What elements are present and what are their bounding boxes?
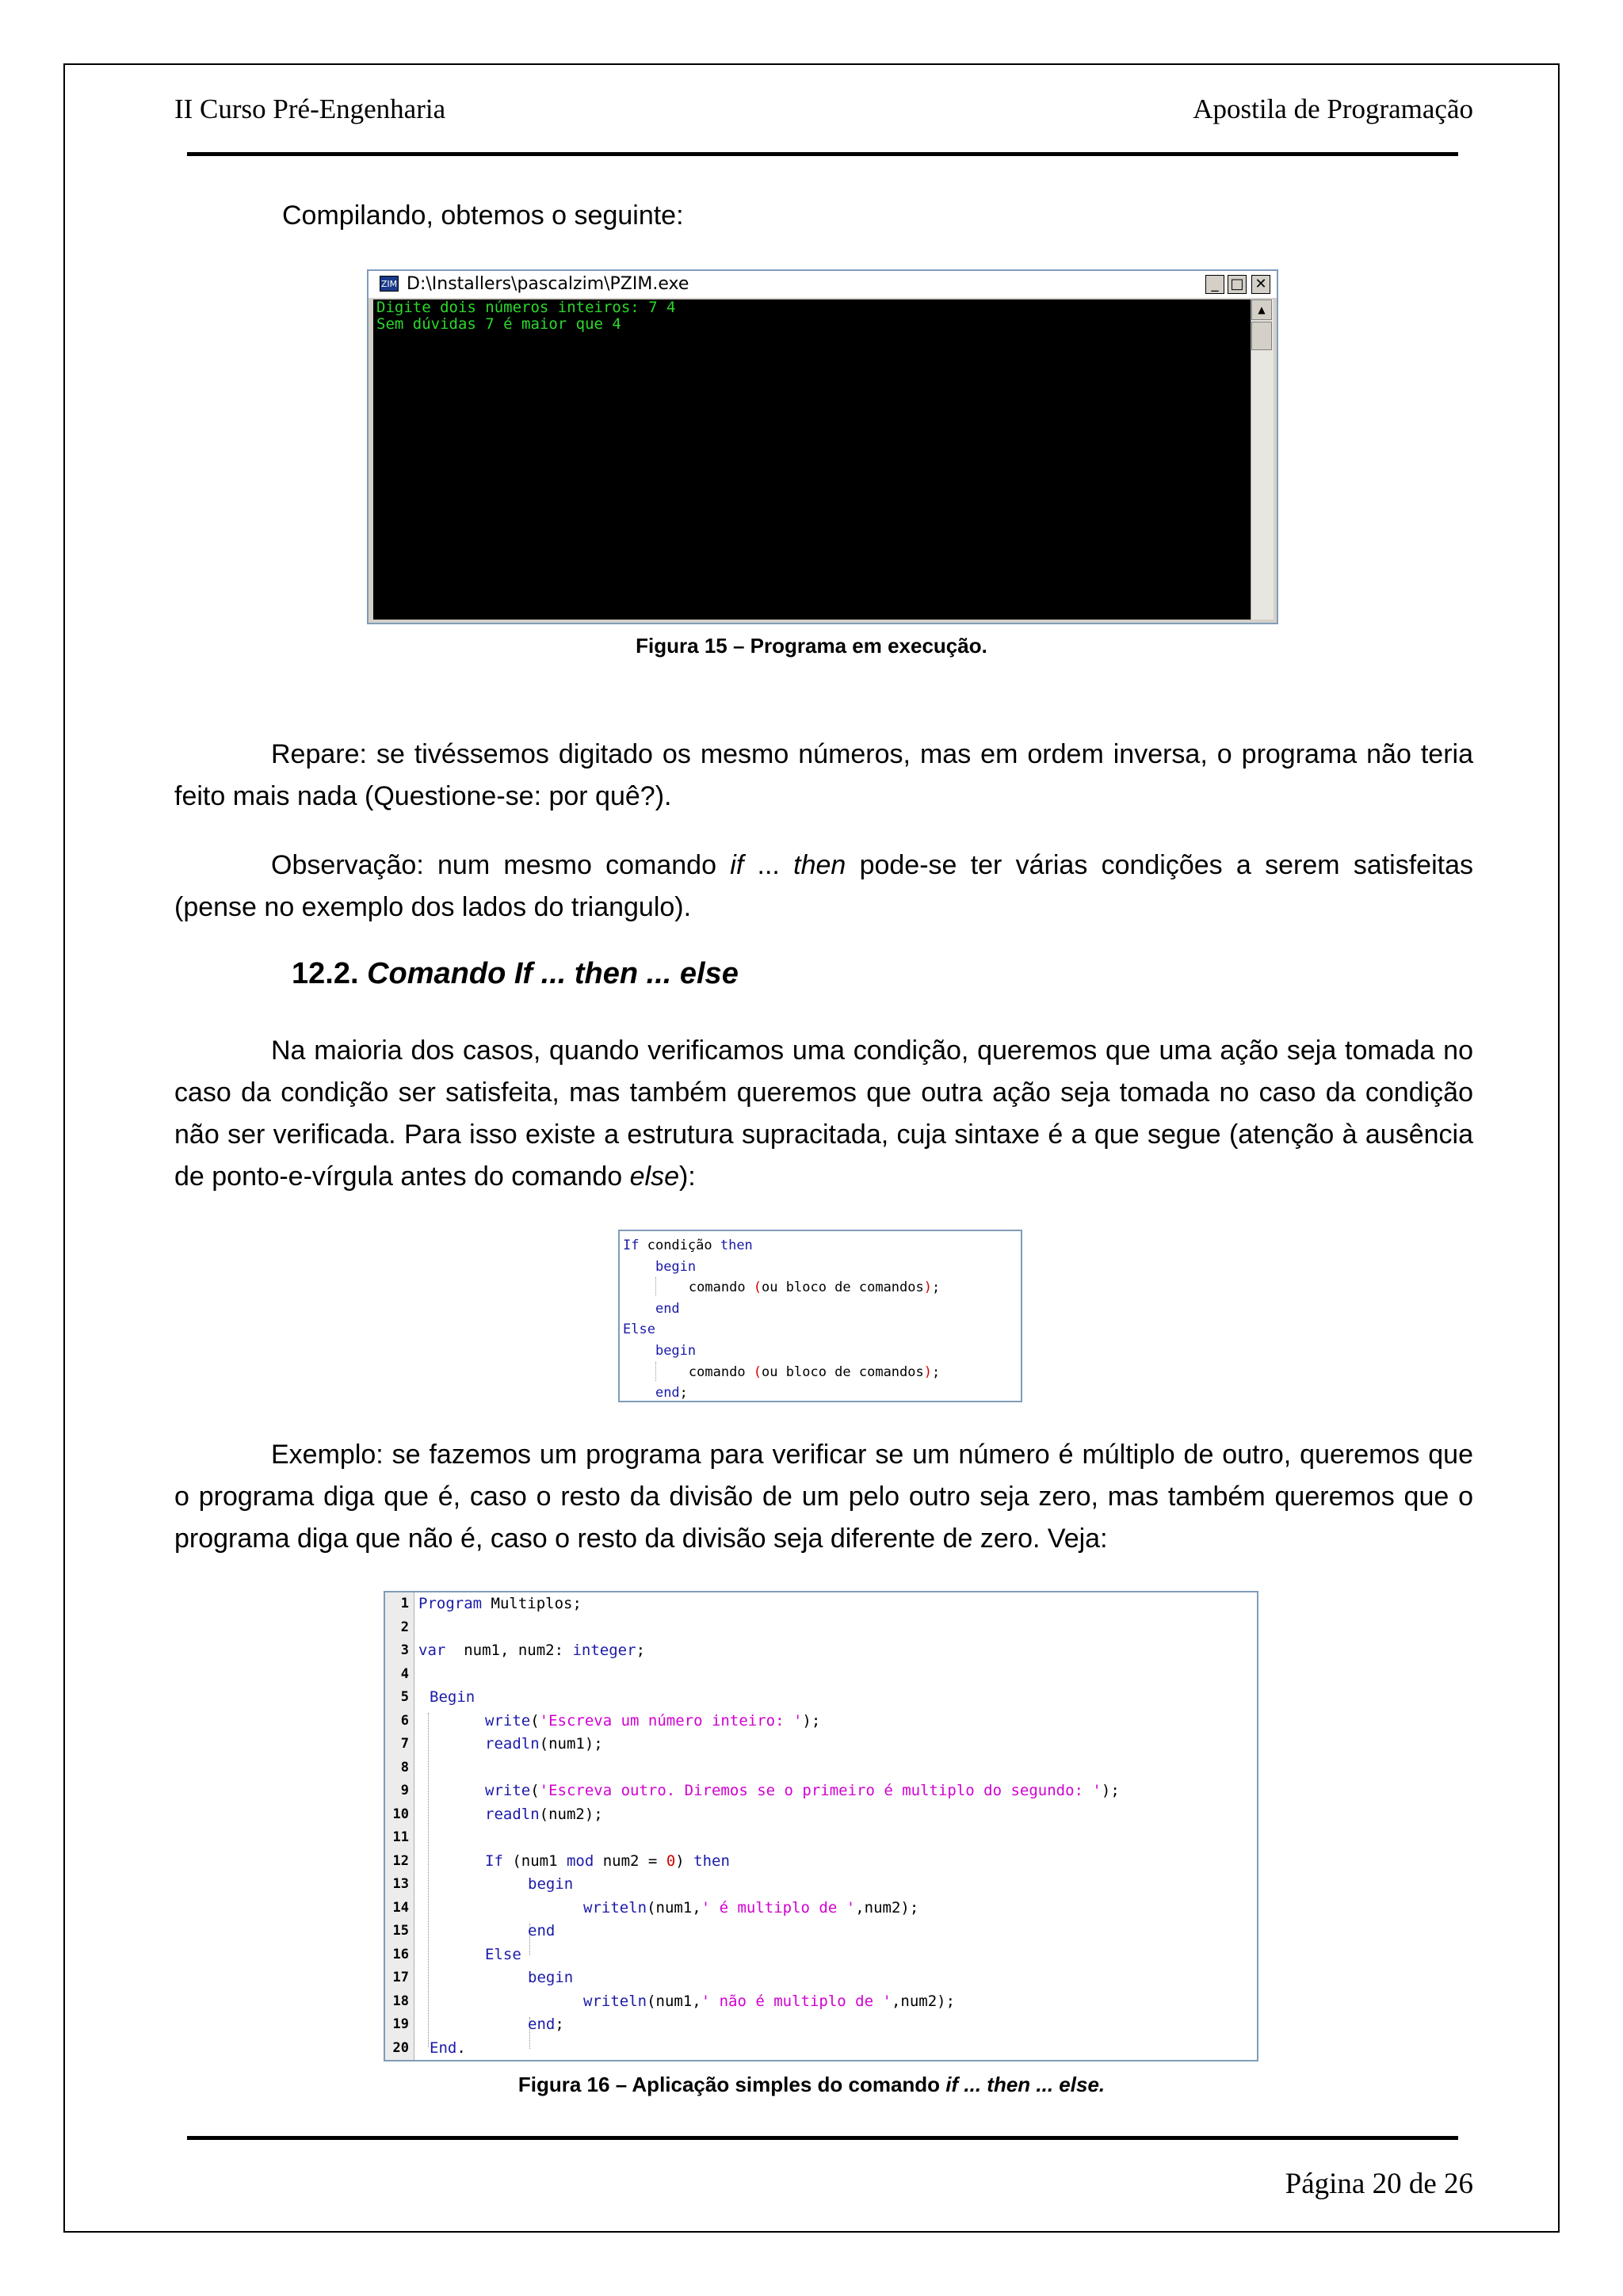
- syntax-code-box: [618, 1230, 1022, 1402]
- code-line: Else: [623, 1322, 655, 1338]
- pascalzim-app-icon: ZIM: [380, 276, 399, 292]
- code-line: If condição then: [623, 1238, 753, 1253]
- paragraph-repare: Repare: se tivéssemos digitado os mesmo números, mas em ordem inversa, o programa não teria feito mais nada (Questione-se: por quê?).: [174, 739, 1473, 811]
- figure-16-caption: Figura 16 – Aplicação simples do comando if ... then ... else.: [517, 2073, 1106, 2096]
- program-code-box: 1 Program Multiplos; 2 3 var num1, num2: integer; 4 5 Begin 6 write('Escreva um número inteiro: '); 7 readln(num1); 8 9 write('Escreva outro. Diremos se o primeiro é multiplo do segundo: '); 10 readln(num2); 11 12 If (num1 mod num2 = 0) then 13 begin 14 writeln(num1,' é multiplo de ',num2); 15 end 16 Else 17 begin 18 writeln(num1,' não é multiplo de ',num2); 19 end; 20 End.: [384, 1591, 1258, 2061]
- code-line: begin: [655, 1342, 697, 1359]
- paragraph-maioria: Na maioria dos casos, quando verificamos uma condição, queremos que uma ação seja tomada no caso da condição ser satisfeita, mas também queremos que outra ação seja tomada no caso da condição não ser verificada. Para isso existe a estrutura supracitada, cuja sintaxe é a que segue (atenção à ausência de ponto-e-vírgula antes do comando else):: [174, 1035, 1473, 1192]
- console-title: D:\Installers\pascalzim\PZIM.exe: [407, 274, 689, 294]
- code-line: end: [655, 1300, 680, 1317]
- code-line: end;: [655, 1385, 688, 1402]
- scroll-up-arrow-icon[interactable]: ▲: [1251, 299, 1272, 320]
- header-course-title: II Curso Pré-Engenharia: [174, 93, 446, 124]
- paragraph-exemplo: Exemplo: se fazemos um programa para verificar se um número é múltiplo de outro, queremos que o programa diga que é, caso o resto da divisão de um pelo outro seja zero, mas também queremos que o programa diga que não é, caso o resto da divisão seja diferente de zero. Veja:: [174, 1440, 1473, 1554]
- console-output: [373, 299, 1251, 620]
- paragraph-observacao: Observação: num mesmo comando if ... then pode-se ter várias condições a serem satisfeitas (pense no exemplo dos lados do triangulo).: [174, 850, 1473, 922]
- console-title-bar: [369, 271, 1277, 298]
- page-number: Página 20 de 26: [1285, 2168, 1473, 2200]
- maximize-button[interactable]: □: [1228, 275, 1247, 294]
- vertical-scrollbar[interactable]: [1251, 299, 1274, 620]
- indent-guide: [428, 1713, 429, 2047]
- console-line: Digite dois números inteiros: 7 4: [376, 299, 676, 316]
- console-window: [367, 269, 1278, 624]
- footer-rule: [187, 2136, 1458, 2140]
- minimize-button[interactable]: _: [1205, 275, 1224, 294]
- figure-15-caption: Figura 15 – Programa em execução.: [636, 634, 987, 658]
- close-button[interactable]: ✕: [1251, 275, 1270, 294]
- code-line: comando (ou bloco de comandos);: [623, 1277, 1018, 1299]
- console-line: Sem dúvidas 7 é maior que 4: [376, 315, 621, 333]
- code-line: begin: [655, 1258, 697, 1275]
- section-heading: 12.2. Comando If ... then ... else: [292, 957, 739, 990]
- code-line: comando (ou bloco de comandos);: [623, 1362, 1018, 1383]
- intro-text: Compilando, obtemos o seguinte:: [282, 200, 684, 231]
- header-rule: [187, 152, 1458, 156]
- scroll-thumb[interactable]: [1251, 322, 1272, 350]
- header-document-title: Apostila de Programação: [1193, 93, 1473, 124]
